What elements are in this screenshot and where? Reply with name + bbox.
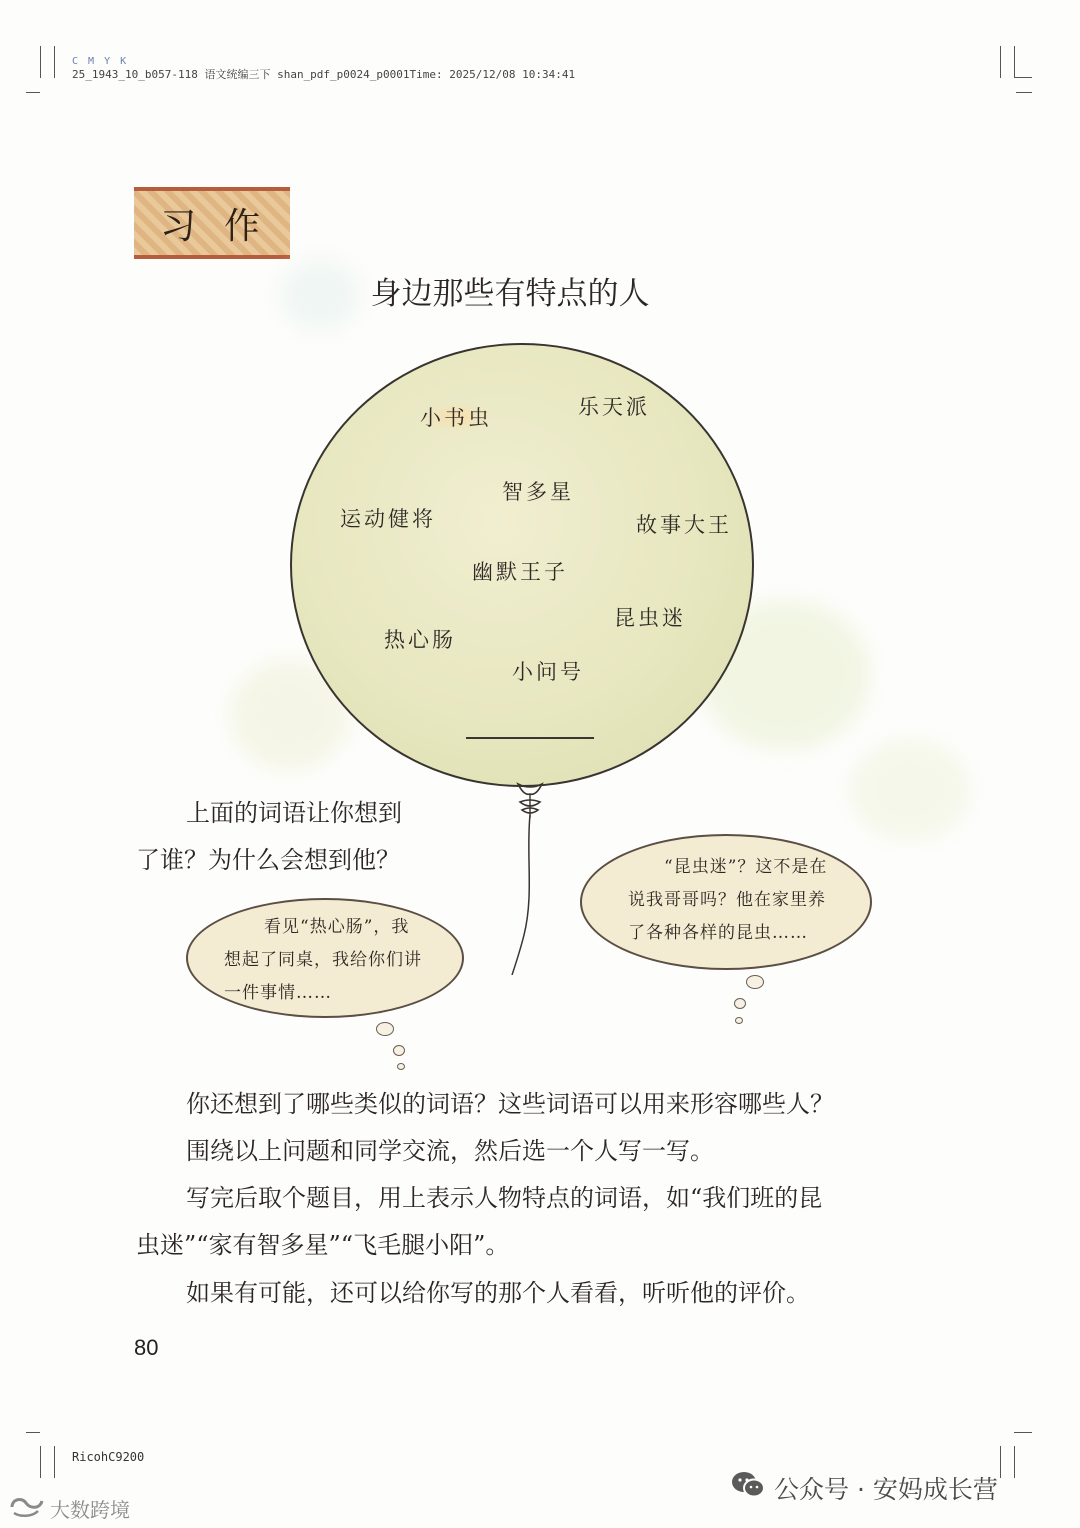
crop-mark [54, 1446, 55, 1478]
bubble-text: 说我哥哥吗？他在家里养 [628, 890, 826, 910]
body-paragraph: 你还想到了哪些类似的词语？这些词语可以用来形容哪些人？ [186, 1090, 834, 1118]
balloon-word: 故事大王 [636, 513, 732, 537]
crop-mark [1000, 1446, 1001, 1478]
crop-mark [40, 1446, 41, 1478]
thought-dot [393, 1045, 405, 1056]
balloon-word: 乐天派 [578, 395, 650, 419]
bubble-text: 一件事情…… [224, 983, 332, 1003]
thought-dot [735, 1017, 743, 1024]
balloon-word: 幽默王子 [472, 560, 568, 584]
balloon-word: 小书虫 [420, 402, 492, 432]
balloon-word: 小问号 [512, 660, 584, 684]
watermark-logo-icon [8, 1493, 48, 1519]
balloon-word: 运动健将 [340, 507, 436, 531]
balloon-string [500, 815, 560, 975]
print-header [72, 55, 575, 81]
cmyk-label: C M Y K [72, 56, 129, 67]
body-paragraph: 如果有可能，还可以给你写的那个人看看，听听他的评价。 [186, 1279, 810, 1307]
page-title: 身边那些有特点的人 [370, 276, 650, 312]
crop-mark [1014, 1432, 1032, 1433]
page-number: 80 [134, 1335, 159, 1360]
prompt-line: 上面的词语让你想到 [186, 799, 402, 827]
crop-mark [1000, 46, 1001, 78]
wechat-icon [730, 1470, 766, 1500]
decor-blob [280, 260, 360, 330]
crop-mark [1014, 1446, 1015, 1478]
thought-dot [734, 998, 746, 1009]
crop-mark [1014, 77, 1032, 78]
body-paragraph: 围绕以上问题和同学交流，然后选一个人写一写。 [186, 1137, 714, 1165]
body-paragraph: 虫迷”“家有智多星”“飞毛腿小阳”。 [136, 1231, 510, 1259]
prompt-line: 了谁？为什么会想到他？ [136, 846, 400, 874]
body-paragraph: 写完后取个题目，用上表示人物特点的词语，如“我们班的昆 [186, 1184, 823, 1212]
thought-dot [376, 1022, 394, 1036]
balloon-word: 热心肠 [384, 628, 456, 652]
thought-dot [397, 1063, 405, 1070]
balloon-word: 昆虫迷 [614, 606, 686, 630]
bubble-text: 了各种各样的昆虫…… [628, 923, 808, 943]
crop-mark [40, 46, 41, 78]
decor-blob [850, 740, 970, 840]
crop-mark [54, 46, 55, 78]
blank-line [466, 737, 594, 739]
footer-print-label: RicohC9200 [72, 1450, 145, 1464]
watermark-right: 公众号 · 安妈成长营 [774, 1475, 998, 1504]
bubble-text: 看见“热心肠”，我 [264, 917, 410, 937]
crop-mark [1014, 46, 1015, 78]
bubble-text: 想起了同桌，我给你们讲 [224, 950, 422, 970]
watermark-left: 大数跨境 [50, 1498, 130, 1522]
crop-mark [26, 92, 40, 93]
bubble-text: “昆虫迷”？这不是在 [664, 857, 828, 877]
crop-mark [26, 1432, 40, 1433]
thought-dot [746, 975, 764, 989]
print-header-text: 25_1943_10_b057-118 语文统编三下 shan_pdf_p0024_p0001Time: 2025/12/08 10:34:41 [72, 68, 576, 81]
balloon-knot [508, 780, 552, 820]
crop-mark [1016, 92, 1032, 93]
section-tag: 习作 [134, 187, 290, 259]
balloon-word: 智多星 [502, 480, 574, 504]
